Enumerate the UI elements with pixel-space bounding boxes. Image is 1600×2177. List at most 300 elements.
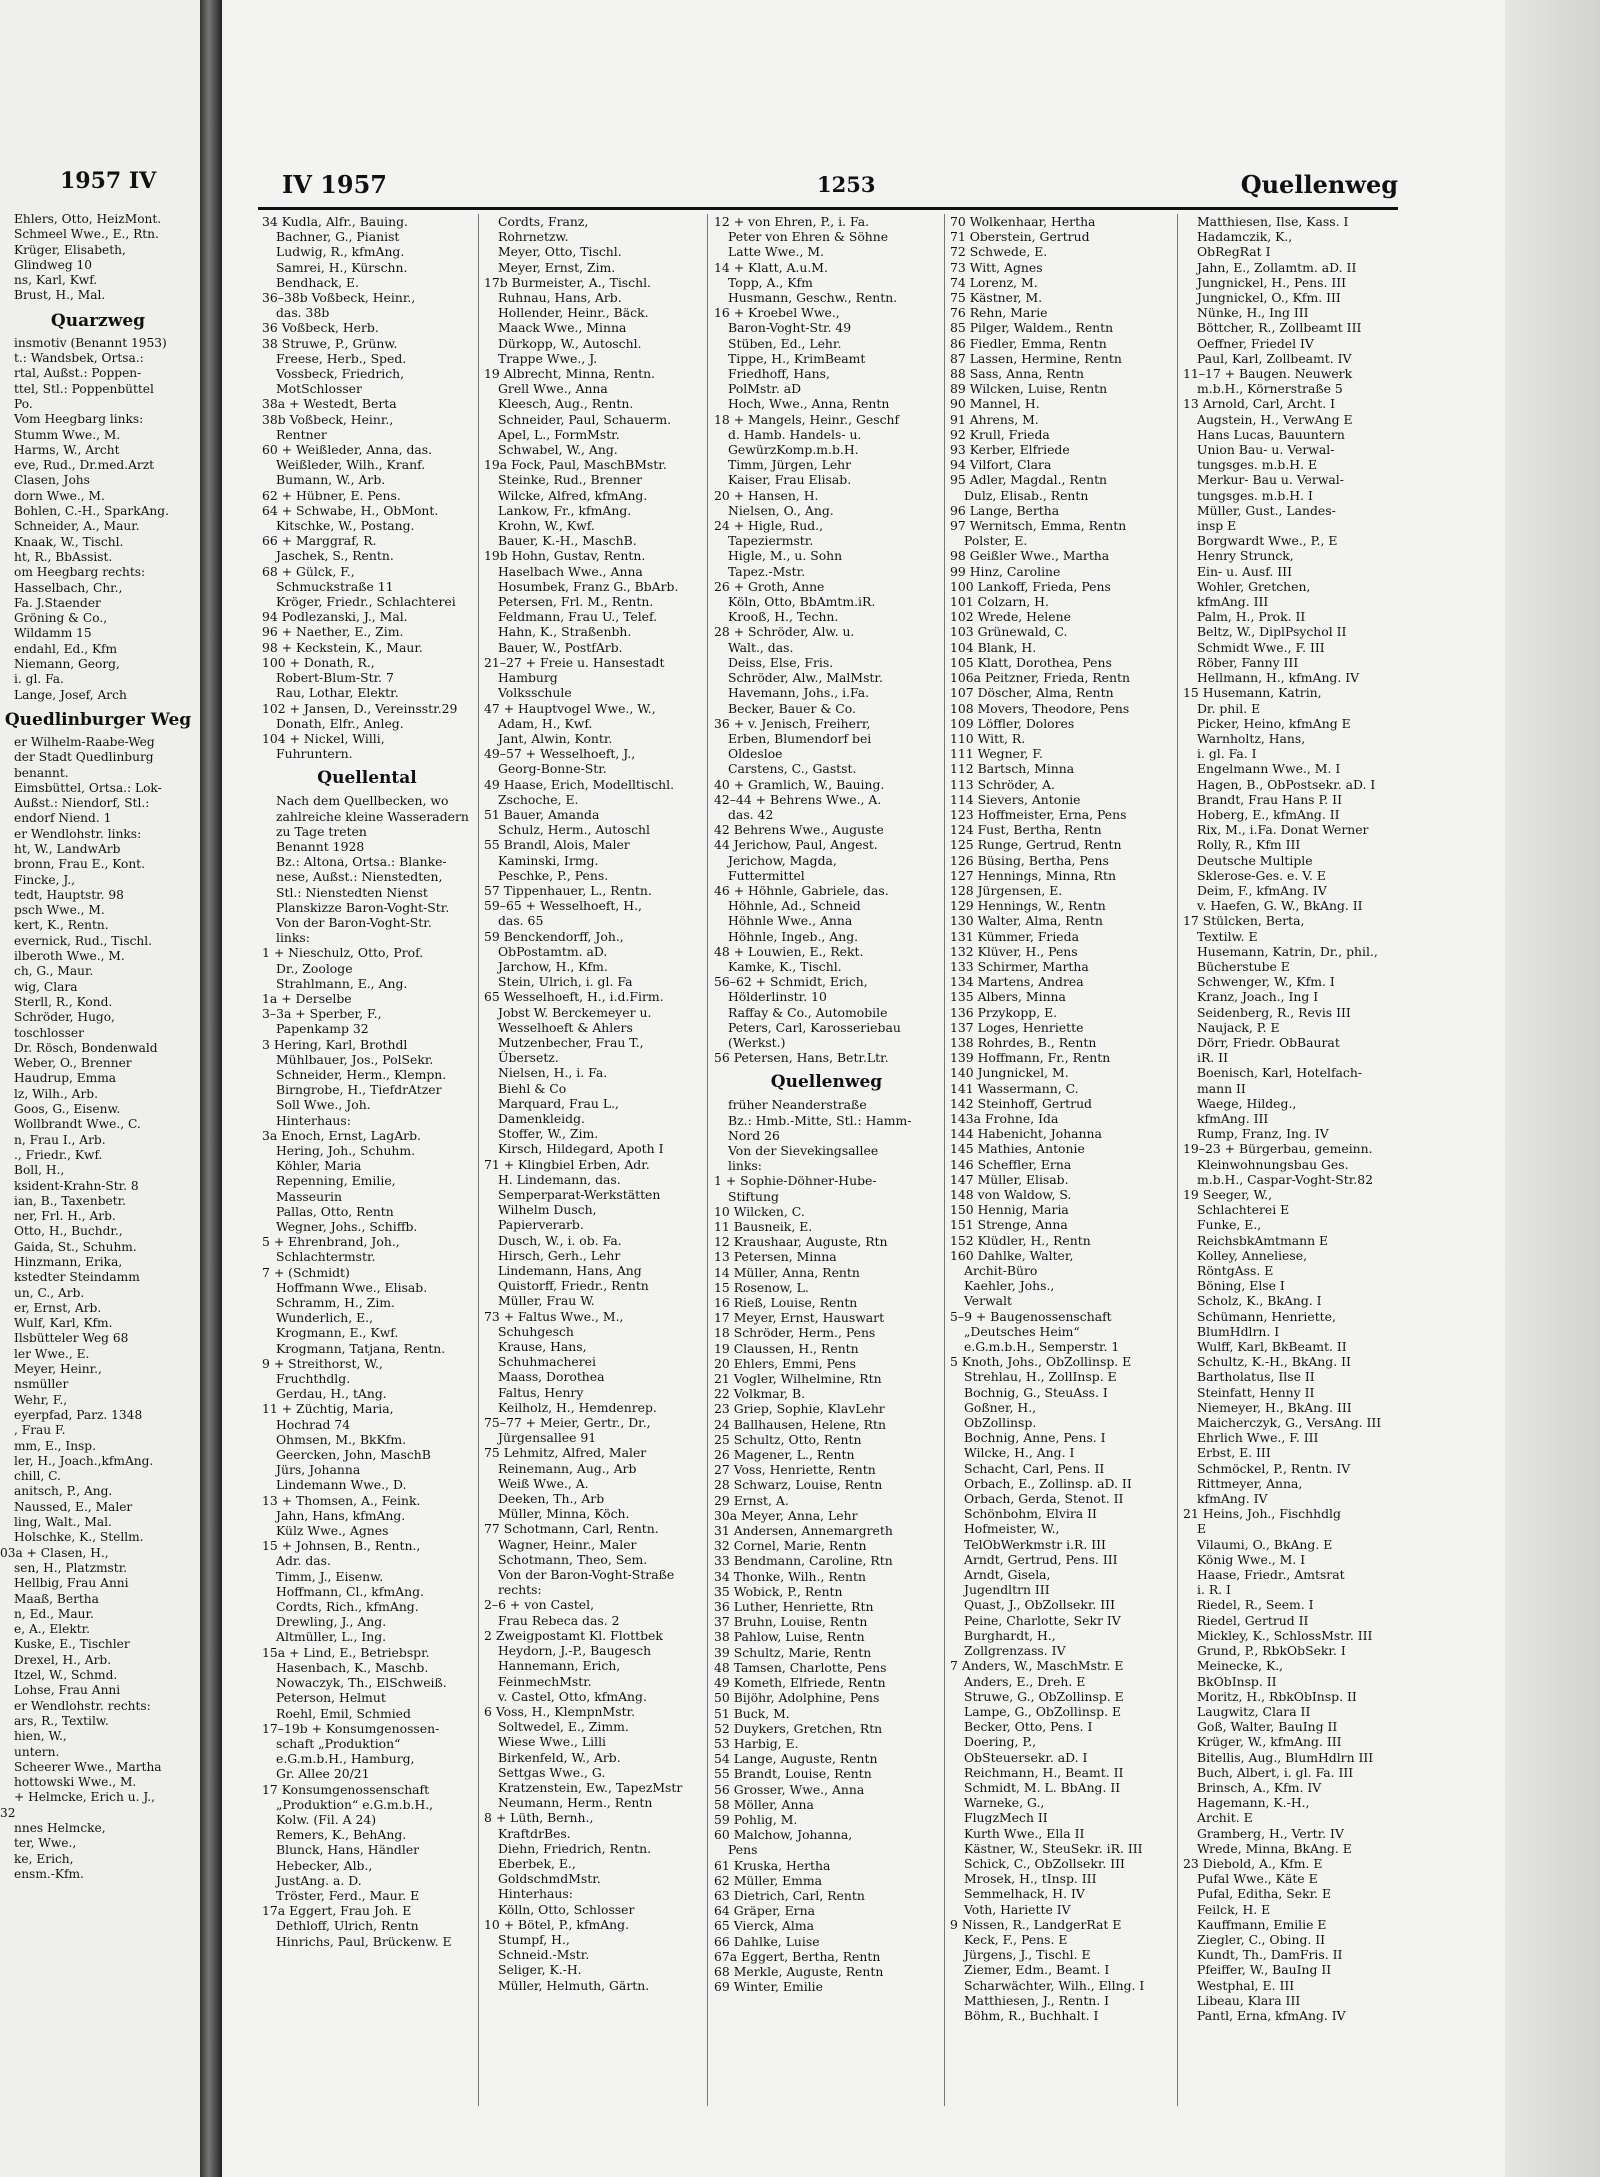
- directory-entry: Dörr, Friedr. ObBaurat: [1197, 1034, 1340, 1050]
- directory-entry: 100 Lankoff, Frieda, Pens: [950, 578, 1111, 594]
- directory-entry: Gröning & Co.,: [14, 611, 108, 626]
- directory-entry: Verwalt: [964, 1293, 1013, 1309]
- directory-entry: Timm, J., Eisenw.: [276, 1568, 384, 1584]
- directory-entry: 16 + Kroebel Wwe.,: [714, 305, 840, 321]
- directory-entry: 37 Bruhn, Louise, Rentn: [714, 1614, 868, 1630]
- directory-entry: Po.: [14, 396, 33, 411]
- directory-entry: Drexel, H., Arb.: [14, 1652, 112, 1667]
- directory-entry: 71 Oberstein, Gertrud: [950, 229, 1090, 245]
- directory-entry: Naussed, E., Maler: [14, 1499, 133, 1514]
- directory-entry: 107 Döscher, Alma, Rentn: [950, 685, 1114, 701]
- directory-entry: 98 Geißler Wwe., Martha: [950, 548, 1110, 564]
- directory-entry: 64 Gräper, Erna: [714, 1903, 815, 1919]
- directory-entry: Jürgensallee 91: [498, 1430, 597, 1446]
- directory-entry: 103 Grünewald, C.: [950, 624, 1068, 640]
- directory-entry: Kundt, Th., DamFris. II: [1197, 1947, 1343, 1963]
- directory-entry: Hinterhaus:: [276, 1112, 351, 1128]
- directory-entry: Waege, Hildeg.,: [1197, 1095, 1297, 1111]
- directory-entry: Schröder, Hugo,: [14, 1010, 115, 1025]
- directory-entry: Kirsch, Hildegard, Apoth I: [498, 1141, 664, 1157]
- directory-entry: Kölln, Otto, Schlosser: [498, 1901, 635, 1917]
- directory-entry: Scholz, K., BkAng. I: [1197, 1293, 1322, 1309]
- directory-entry: 150 Hennig, Maria: [950, 1202, 1069, 1218]
- directory-entry: Fincke, J.,: [14, 872, 76, 887]
- column-divider: [707, 214, 708, 2106]
- left-facing-page: [0, 0, 200, 2177]
- directory-entry: 102 Wrede, Helene: [950, 609, 1071, 625]
- directory-entry: Gaida, St., Schuhm.: [14, 1239, 137, 1254]
- directory-entry: 15 Husemann, Katrin,: [1183, 685, 1322, 701]
- directory-entry: Erben, Blumendorf bei: [728, 730, 872, 746]
- directory-entry: Mrosek, H., tInsp. III: [964, 1871, 1097, 1887]
- directory-entry: om Heegbarg rechts:: [14, 565, 146, 580]
- directory-entry: Bartholatus, Ilse II: [1197, 1369, 1315, 1385]
- directory-entry: 57 Tippenhauer, L., Rentn.: [484, 882, 652, 898]
- directory-entry: 8 + Lüth, Bernh.,: [484, 1810, 594, 1826]
- directory-entry: 64 + Schwabe, H., ObMont.: [262, 502, 439, 518]
- directory-entry: Laugwitz, Clara II: [1197, 1703, 1311, 1719]
- directory-entry: 38b Voßbeck, Heinr.,: [262, 411, 394, 427]
- directory-entry: Dr., Zoologe: [276, 960, 353, 976]
- directory-entry: das. 38b: [276, 305, 330, 321]
- directory-entry: Schmeel Wwe., E., Rtn.: [14, 227, 159, 242]
- directory-entry: 3 Hering, Karl, Brothdl: [262, 1036, 408, 1052]
- directory-entry: Wilhelm Dusch,: [498, 1202, 597, 1218]
- directory-entry: Hellmann, H., kfmAng. IV: [1197, 670, 1360, 686]
- directory-entry: Dusch, W., i. ob. Fa.: [498, 1232, 622, 1248]
- directory-entry: ObRegRat I: [1197, 244, 1271, 260]
- directory-entry: 96 + Naether, E., Zim.: [262, 624, 404, 640]
- directory-entry: der Stadt Quedlinburg: [14, 750, 154, 765]
- directory-entry: mm, E., Insp.: [14, 1438, 96, 1453]
- directory-entry: 90 Mannel, H.: [950, 396, 1040, 412]
- directory-entry: nsmüller: [14, 1377, 69, 1392]
- directory-entry: Fa. J.Staender: [14, 595, 101, 610]
- directory-entry: Struwe, G., ObZollinsp. E: [964, 1688, 1124, 1704]
- directory-entry: Weißleder, Wilh., Kranf.: [276, 457, 426, 473]
- directory-entry: Mickley, K., SchlossMstr. III: [1197, 1627, 1373, 1643]
- directory-entry: er Wendlohstr. links:: [14, 826, 142, 841]
- directory-entry: Bauer, W., PostfArb.: [498, 639, 623, 655]
- directory-entry: 74 Lorenz, M.: [950, 274, 1038, 290]
- directory-entry: 19–23 + Bürgerbau, gemeinn.: [1183, 1141, 1373, 1157]
- directory-entry: 27 Voss, Henriette, Rentn: [714, 1462, 876, 1478]
- directory-entry: Moritz, H., RbkObInsp. II: [1197, 1688, 1357, 1704]
- directory-entry: Quast, J., ObZollsekr. III: [964, 1597, 1115, 1613]
- directory-entry: Nach dem Quellbecken, wo: [276, 793, 449, 809]
- directory-entry: Rolly, R., Kfm III: [1197, 837, 1301, 853]
- directory-entry: 34 Kudla, Alfr., Bauing.: [262, 214, 408, 229]
- directory-entry: KraftdrBes.: [498, 1825, 571, 1841]
- directory-entry: Bumann, W., Arb.: [276, 472, 386, 488]
- directory-entry: 7 Anders, W., MaschMstr. E: [950, 1658, 1124, 1674]
- directory-entry: chill, C.: [14, 1469, 61, 1484]
- directory-entry: 26 + Groth, Anne: [714, 578, 825, 594]
- directory-entry: Lankow, Fr., kfmAng.: [498, 502, 632, 518]
- directory-entry: t.: Wandsbek, Ortsa.:: [14, 351, 144, 366]
- directory-entry: 140 Jungnickel, M.: [950, 1065, 1069, 1081]
- directory-entry: 03a + Clasen, H.,: [0, 1545, 109, 1560]
- directory-entry: Ludwig, R., kfmAng.: [276, 244, 405, 260]
- directory-entry: links:: [728, 1158, 762, 1174]
- directory-entry: 60 + Weißleder, Anna, das.: [262, 442, 433, 458]
- directory-entry: Pallas, Otto, Rentn: [276, 1203, 394, 1219]
- directory-entry: 21 Heins, Joh., Fischhdlg: [1183, 1506, 1341, 1522]
- directory-entry: Libeau, Klara III: [1197, 1992, 1301, 2008]
- directory-entry: Drewling, J., Ang.: [276, 1614, 387, 1630]
- directory-entry: ilberoth Wwe., M.: [14, 949, 125, 964]
- directory-entry: Fuhruntern.: [276, 746, 353, 762]
- directory-entry: Böttcher, R., Zollbeamt III: [1197, 320, 1362, 336]
- directory-entry: wig, Clara: [14, 979, 78, 994]
- directory-entry: 100 + Donath, R.,: [262, 654, 375, 670]
- directory-entry: Niemeyer, H., BkAng. III: [1197, 1399, 1352, 1415]
- directory-entry: Hölderlinstr. 10: [728, 989, 827, 1005]
- directory-entry: Walt., das.: [728, 639, 794, 655]
- directory-entry: Georg-Bonne-Str.: [498, 761, 607, 777]
- directory-entry: Wulf, Karl, Kfm.: [14, 1316, 113, 1331]
- directory-entry: Keck, F., Pens. E: [964, 1931, 1068, 1947]
- directory-entry: Von der Baron-Voght-Str.: [276, 914, 432, 930]
- directory-entry: Goß, Walter, BauIng II: [1197, 1719, 1338, 1735]
- directory-entry: BkObInsp. II: [1197, 1673, 1277, 1689]
- directory-entry: Orbach, E., Zollinsp. aD. II: [964, 1475, 1132, 1491]
- directory-entry: hottowski Wwe., M.: [14, 1775, 137, 1790]
- directory-entry: Schmöckel, P., Rentn. IV: [1197, 1460, 1351, 1476]
- directory-entry: 99 Hinz, Caroline: [950, 563, 1061, 579]
- directory-entry: Krause, Hans,: [498, 1339, 587, 1355]
- directory-entry: 72 Schwede, E.: [950, 244, 1048, 260]
- directory-entry: 62 Müller, Emma: [714, 1872, 822, 1888]
- directory-entry: n, Frau I., Arb.: [14, 1132, 106, 1147]
- directory-entry: Köln, Otto, BbAmtm.iR.: [728, 594, 876, 610]
- directory-entry: Hasenbach, K., Maschb.: [276, 1659, 429, 1675]
- directory-entry: 132 Klüver, H., Pens: [950, 943, 1078, 959]
- directory-entry: ns, Karl, Kwf.: [14, 273, 98, 288]
- directory-entry: 97 Wernitsch, Emma, Rentn: [950, 518, 1127, 534]
- directory-entry: Weber, O., Brenner: [14, 1056, 132, 1071]
- directory-entry: Jungnickel, H., Pens. III: [1197, 274, 1347, 290]
- directory-entry: 48 + Louwien, E., Rekt.: [714, 943, 864, 959]
- directory-entry: 137 Loges, Henriette: [950, 1019, 1084, 1035]
- directory-entry: Hinrichs, Paul, Brückenw. E: [276, 1933, 452, 1949]
- directory-entry: Zschoche, E.: [498, 791, 579, 807]
- directory-entry: Gerdau, H., tAng.: [276, 1386, 387, 1402]
- directory-entry: 56 Grosser, Wwe., Anna: [714, 1781, 865, 1797]
- directory-entry: Kratzenstein, Ew., TapezMstr: [498, 1779, 683, 1795]
- directory-entry: Schneid.-Mstr.: [498, 1947, 590, 1963]
- directory-entry: Kranz, Joach., Ing I: [1197, 989, 1319, 1005]
- directory-entry: Jugendltrn III: [964, 1582, 1050, 1598]
- directory-entry: er, Ernst, Arb.: [14, 1300, 102, 1315]
- directory-entry: Heydorn, J.-P., Baugesch: [498, 1643, 652, 1659]
- directory-entry: Jerichow, Magda,: [728, 852, 837, 868]
- directory-entry: Papierverarb.: [498, 1217, 584, 1233]
- directory-entry: Paul, Karl, Zollbeamt. IV: [1197, 350, 1352, 366]
- directory-entry: 63 Dietrich, Carl, Rentn: [714, 1887, 865, 1903]
- directory-entry: Blunck, Hans, Händler: [276, 1842, 420, 1858]
- directory-entry: Wrede, Minna, BkAng. E: [1197, 1840, 1352, 1856]
- directory-entry: 93 Kerber, Elfriede: [950, 442, 1070, 458]
- directory-entry: Bz.: Altona, Ortsa.: Blanke-: [276, 854, 447, 870]
- directory-entry: 127 Hennings, Minna, Rtn: [950, 867, 1116, 883]
- directory-entry: JustAng. a. D.: [276, 1872, 362, 1888]
- directory-entry: 102 + Jansen, D., Vereinsstr.29: [262, 700, 458, 716]
- directory-entry: 5 + Ehrenbrand, Joh.,: [262, 1234, 400, 1250]
- directory-entry: ler, H., Joach.,kfmAng.: [14, 1453, 154, 1468]
- directory-entry: Wiese Wwe., Lilli: [498, 1734, 607, 1750]
- directory-entry: 52 Duykers, Gretchen, Rtn: [714, 1720, 883, 1736]
- directory-entry: Ruhnau, Hans, Arb.: [498, 290, 622, 306]
- directory-entry: er Wilhelm-Raabe-Weg: [14, 734, 155, 749]
- directory-entry: 86 Fiedler, Emma, Rentn: [950, 335, 1107, 351]
- directory-entry: Schuhmacherei: [498, 1354, 596, 1370]
- directory-entry: Hollender, Heinr., Bäck.: [498, 305, 649, 321]
- directory-entry: 1 + Nieschulz, Otto, Prof.: [262, 945, 424, 961]
- directory-entry: Zollgrenzass. IV: [964, 1643, 1066, 1659]
- directory-entry: 58 Möller, Anna: [714, 1796, 814, 1812]
- directory-entry: Naujack, P. E: [1197, 1019, 1280, 1035]
- book-spine: [200, 0, 222, 2177]
- directory-entry: m.b.H., Körnerstraße 5: [1197, 381, 1343, 397]
- directory-entry: 17–19b + Konsumgenossen-: [262, 1720, 440, 1736]
- directory-entry: lz, Wilh., Arb.: [14, 1086, 98, 1101]
- directory-entry: Ilsbütteler Weg 68: [14, 1331, 129, 1346]
- volume-label: IV 1957: [282, 170, 387, 199]
- directory-entry: Schultz, K.-H., BkAng. II: [1197, 1354, 1351, 1370]
- directory-entry: Riedel, R., Seem. I: [1197, 1597, 1314, 1613]
- directory-entry: Höhnle, Ingeb., Ang.: [728, 928, 859, 944]
- directory-entry: Semmelhack, H. IV: [964, 1886, 1085, 1902]
- directory-entry: 73 Witt, Agnes: [950, 259, 1043, 275]
- page-margin: [1505, 0, 1600, 2177]
- directory-entry: Hoch, Wwe., Anna, Rentn: [728, 396, 890, 412]
- directory-entry: 131 Kümmer, Frieda: [950, 928, 1079, 944]
- directory-entry: Anders, E., Dreh. E: [964, 1673, 1086, 1689]
- directory-entry: 24 + Higle, Rud.,: [714, 518, 824, 534]
- directory-entry: mann II: [1197, 1080, 1246, 1096]
- directory-entry: Hinterhaus:: [498, 1886, 573, 1902]
- directory-entry: Wunderlich, E.,: [276, 1310, 374, 1326]
- directory-entry: Arndt, Gertrud, Pens. III: [964, 1551, 1118, 1567]
- directory-entry: Wohler, Gretchen,: [1197, 578, 1311, 594]
- directory-entry: 113 Schröder, A.: [950, 776, 1055, 792]
- directory-entry: 60 Malchow, Johanna,: [714, 1827, 853, 1843]
- directory-entry: Latte Wwe., M.: [728, 244, 824, 260]
- directory-entry: 112 Bartsch, Minna: [950, 761, 1075, 777]
- directory-entry: Neumann, Herm., Rentn: [498, 1795, 653, 1811]
- directory-entry: Oeffner, Friedel IV: [1197, 335, 1314, 351]
- directory-entry: Nord 26: [728, 1127, 780, 1143]
- directory-entry: kfmAng. III: [1197, 1110, 1269, 1126]
- directory-entry: Polster, E.: [964, 533, 1028, 549]
- directory-entry: Hasselbach, Chr.,: [14, 580, 123, 595]
- directory-entry: Freese, Herb., Sped.: [276, 350, 407, 366]
- directory-entry: ter, Wwe.,: [14, 1836, 77, 1851]
- directory-entry: 17 Stülcken, Berta,: [1183, 913, 1305, 929]
- directory-entry: Damenkleidg.: [498, 1110, 585, 1126]
- directory-entry: 160 Dahlke, Walter,: [950, 1247, 1074, 1263]
- directory-entry: ler Wwe., E.: [14, 1346, 90, 1361]
- directory-entry: Hering, Joh., Schuhm.: [276, 1142, 416, 1158]
- directory-entry: Boenisch, Karl, Hotelfach-: [1197, 1065, 1363, 1081]
- directory-entry: Vossbeck, Friedrich,: [276, 366, 405, 382]
- directory-entry: Höhnle, Ad., Schneid: [728, 898, 861, 914]
- directory-entry: Peterson, Helmut: [276, 1690, 386, 1706]
- directory-entry: Mühlbauer, Jos., PolSekr.: [276, 1051, 434, 1067]
- directory-entry: e, A., Elektr.: [14, 1622, 91, 1637]
- directory-entry: Wegner, Johs., Schiffb.: [276, 1219, 418, 1234]
- directory-entry: 123 Hoffmeister, Erna, Pens: [950, 806, 1127, 822]
- directory-entry: Jürgens, J., Tischl. E: [964, 1947, 1091, 1963]
- directory-entry: MotSchlosser: [276, 381, 362, 397]
- directory-entry: Brust, H., Mal.: [14, 288, 106, 303]
- directory-column-1: [262, 214, 472, 2114]
- directory-entry: insmotiv (Benannt 1953): [14, 335, 167, 350]
- directory-entry: 114 Sievers, Antonie: [950, 791, 1081, 807]
- directory-entry: das. 42: [728, 806, 774, 822]
- directory-entry: Goßner, H.,: [964, 1399, 1037, 1415]
- directory-entry: Maicherczyk, G., VersAng. III: [1197, 1415, 1382, 1431]
- directory-entry: Planskizze Baron-Voght-Str.: [276, 899, 450, 915]
- directory-entry: RöntgAss. E: [1197, 1263, 1274, 1279]
- directory-entry: Semperparat-Werkstätten: [498, 1187, 661, 1202]
- directory-entry: Schlachtermstr.: [276, 1249, 376, 1265]
- directory-entry: Friedhoff, Hans,: [728, 366, 830, 382]
- directory-entry: Merkur- Bau u. Verwal-: [1197, 472, 1344, 488]
- directory-entry: 20 + Hansen, H.: [714, 487, 819, 503]
- directory-entry: 51 Bauer, Amanda: [484, 806, 600, 822]
- directory-entry: Peschke, P., Pens.: [498, 867, 609, 883]
- directory-entry: Hochrad 74: [276, 1416, 351, 1432]
- directory-entry: Stl.: Nienstedten Nienst: [276, 884, 428, 900]
- directory-entry: Kauffmann, Emilie E: [1197, 1916, 1327, 1932]
- directory-entry: Röber, Fanny III: [1197, 654, 1299, 670]
- directory-entry: Hoffmann Wwe., Elisab.: [276, 1279, 428, 1295]
- directory-entry: 18 Schröder, Herm., Pens: [714, 1325, 876, 1341]
- directory-entry: 40 + Gramlich, W., Bauing.: [714, 776, 885, 792]
- directory-entry: Reichmann, H., Beamt. II: [964, 1764, 1124, 1780]
- directory-entry: kstedter Steindamm: [14, 1270, 140, 1285]
- directory-entry: Brandt, Frau Hans P. II: [1197, 791, 1342, 807]
- directory-entry: i. gl. Fa.: [14, 672, 64, 687]
- directory-entry: Schwenger, W., Kfm. I: [1197, 974, 1335, 990]
- directory-entry: 56 Petersen, Hans, Betr.Ltr.: [714, 1050, 889, 1066]
- directory-entry: Deutsche Multiple: [1197, 852, 1313, 868]
- directory-entry: 92 Krull, Frieda: [950, 426, 1050, 442]
- directory-entry: ner, Frl. H., Arb.: [14, 1209, 116, 1224]
- running-head: [282, 170, 1398, 204]
- directory-entry: Meyer, Ernst, Zim.: [498, 259, 616, 275]
- directory-entry: 17 Meyer, Ernst, Hauswart: [714, 1310, 885, 1326]
- directory-entry: Seliger, K.-H.: [498, 1962, 582, 1978]
- directory-entry: 11 Bausneik, E.: [714, 1219, 813, 1234]
- directory-entry: e.G.m.b.H., Semperstr. 1: [964, 1339, 1120, 1355]
- directory-entry: 104 Blank, H.: [950, 639, 1037, 655]
- directory-entry: 23 Griep, Sophie, KlavLehr: [714, 1401, 885, 1417]
- directory-entry: Kitschke, W., Postang.: [276, 518, 415, 534]
- directory-entry: ksident-Krahn-Str. 8: [14, 1178, 139, 1193]
- directory-entry: Niemann, Georg,: [14, 657, 120, 672]
- directory-entry: ., Friedr., Kwf.: [14, 1147, 103, 1162]
- directory-entry: Feldmann, Frau U., Telef.: [498, 609, 658, 625]
- directory-entry: das. 65: [498, 913, 544, 929]
- directory-entry: Ohmsen, M., BkKfm.: [276, 1431, 407, 1447]
- directory-entry: Weiß Wwe., A.: [498, 1475, 589, 1491]
- directory-entry: Reinemann, Aug., Arb: [498, 1460, 637, 1476]
- directory-entry: er Wendlohstr. rechts:: [14, 1698, 151, 1713]
- directory-entry: Marquard, Frau L.,: [498, 1095, 619, 1111]
- directory-entry: 13 + Thomsen, A., Feink.: [262, 1492, 421, 1508]
- directory-entry: Bachner, G., Pianist: [276, 229, 400, 245]
- directory-entry: Lampe, G., ObZollinsp. E: [964, 1703, 1122, 1719]
- directory-entry: Hofmeister, W.,: [964, 1521, 1060, 1537]
- directory-entry: Husmann, Geschw., Rentn.: [728, 290, 898, 306]
- directory-entry: Jungnickel, O., Kfm. III: [1197, 290, 1341, 306]
- directory-entry: 49–57 + Wesselhoeft, J.,: [484, 746, 636, 762]
- directory-entry: Vom Heegbarg links:: [14, 412, 144, 427]
- directory-entry: kert, K., Rentn.: [14, 918, 109, 933]
- directory-entry: 11 + Züchtig, Maria,: [262, 1401, 394, 1417]
- directory-entry: 5 Knoth, Johs., ObZollinsp. E: [950, 1354, 1132, 1370]
- directory-entry: Bauer, K.-H., MaschB.: [498, 533, 637, 549]
- directory-entry: früher Neanderstraße: [728, 1097, 867, 1113]
- directory-entry: Kolley, Anneliese,: [1197, 1247, 1308, 1263]
- directory-entry: 59–65 + Wesselhoeft, H.,: [484, 898, 642, 914]
- directory-entry: 19 Seeger, W.,: [1183, 1187, 1273, 1202]
- directory-entry: Hoberg, E., kfmAng. II: [1197, 806, 1340, 822]
- directory-entry: 75–77 + Meier, Gertr., Dr.,: [484, 1415, 651, 1431]
- directory-column-4: [950, 214, 1172, 2114]
- directory-entry: 109 Löffler, Dolores: [950, 715, 1075, 731]
- directory-entry: 56–62 + Schmidt, Erich,: [714, 974, 868, 990]
- directory-entry: Archit. E: [1197, 1810, 1253, 1826]
- directory-entry: 85 Pilger, Waldem., Rentn: [950, 320, 1114, 336]
- directory-entry: 128 Jürgensen, E.: [950, 882, 1063, 898]
- directory-entry: Stoffer, W., Zim.: [498, 1126, 599, 1142]
- directory-entry: 59 Benckendorff, Joh.,: [484, 928, 624, 944]
- directory-entry: 17a Eggert, Frau Joh. E: [262, 1903, 412, 1919]
- directory-entry: Stumpf, H.,: [498, 1931, 570, 1947]
- directory-entry: zahlreiche kleine Wasseradern: [276, 808, 469, 824]
- directory-entry: zu Tage treten: [276, 823, 367, 839]
- directory-entry: Papenkamp 32: [276, 1021, 369, 1037]
- directory-entry: Steinfatt, Henny II: [1197, 1384, 1315, 1400]
- directory-entry: 32 Cornel, Marie, Rentn: [714, 1538, 867, 1554]
- directory-entry: Kurth Wwe., Ella II: [964, 1825, 1085, 1841]
- directory-entry: Jarchow, H., Kfm.: [498, 958, 608, 974]
- directory-entry: 19 Claussen, H., Rentn: [714, 1340, 859, 1356]
- directory-entry: 61 Kruska, Hertha: [714, 1857, 831, 1873]
- directory-entry: Peine, Charlotte, Sekr IV: [964, 1612, 1121, 1628]
- directory-entry: GewürzKomp.m.b.H.: [728, 442, 859, 458]
- directory-entry: Maass, Dorothea: [498, 1369, 605, 1385]
- directory-entry: Volksschule: [498, 685, 572, 701]
- directory-entry: Müller, Helmuth, Gärtn.: [498, 1977, 650, 1993]
- directory-entry: Knaak, W., Tischl.: [14, 534, 124, 549]
- directory-entry: Hannemann, Erich,: [498, 1658, 621, 1674]
- directory-entry: Repenning, Emilie,: [276, 1173, 396, 1189]
- directory-entry: FlugzMech II: [964, 1810, 1048, 1826]
- directory-entry: 15 Rosenow, L.: [714, 1279, 809, 1295]
- directory-entry: Matthiesen, J., Rentn. I: [964, 1992, 1110, 2008]
- directory-entry: bronn, Frau E., Kont.: [14, 857, 145, 872]
- directory-entry: Becker, Otto, Pens. I: [964, 1719, 1093, 1735]
- directory-entry: Cordts, Franz,: [498, 214, 589, 229]
- column-divider: [944, 214, 945, 2106]
- directory-entry: Timm, Jürgen, Lehr: [728, 457, 852, 473]
- directory-entry: Augstein, H., VerwAng E: [1197, 411, 1353, 427]
